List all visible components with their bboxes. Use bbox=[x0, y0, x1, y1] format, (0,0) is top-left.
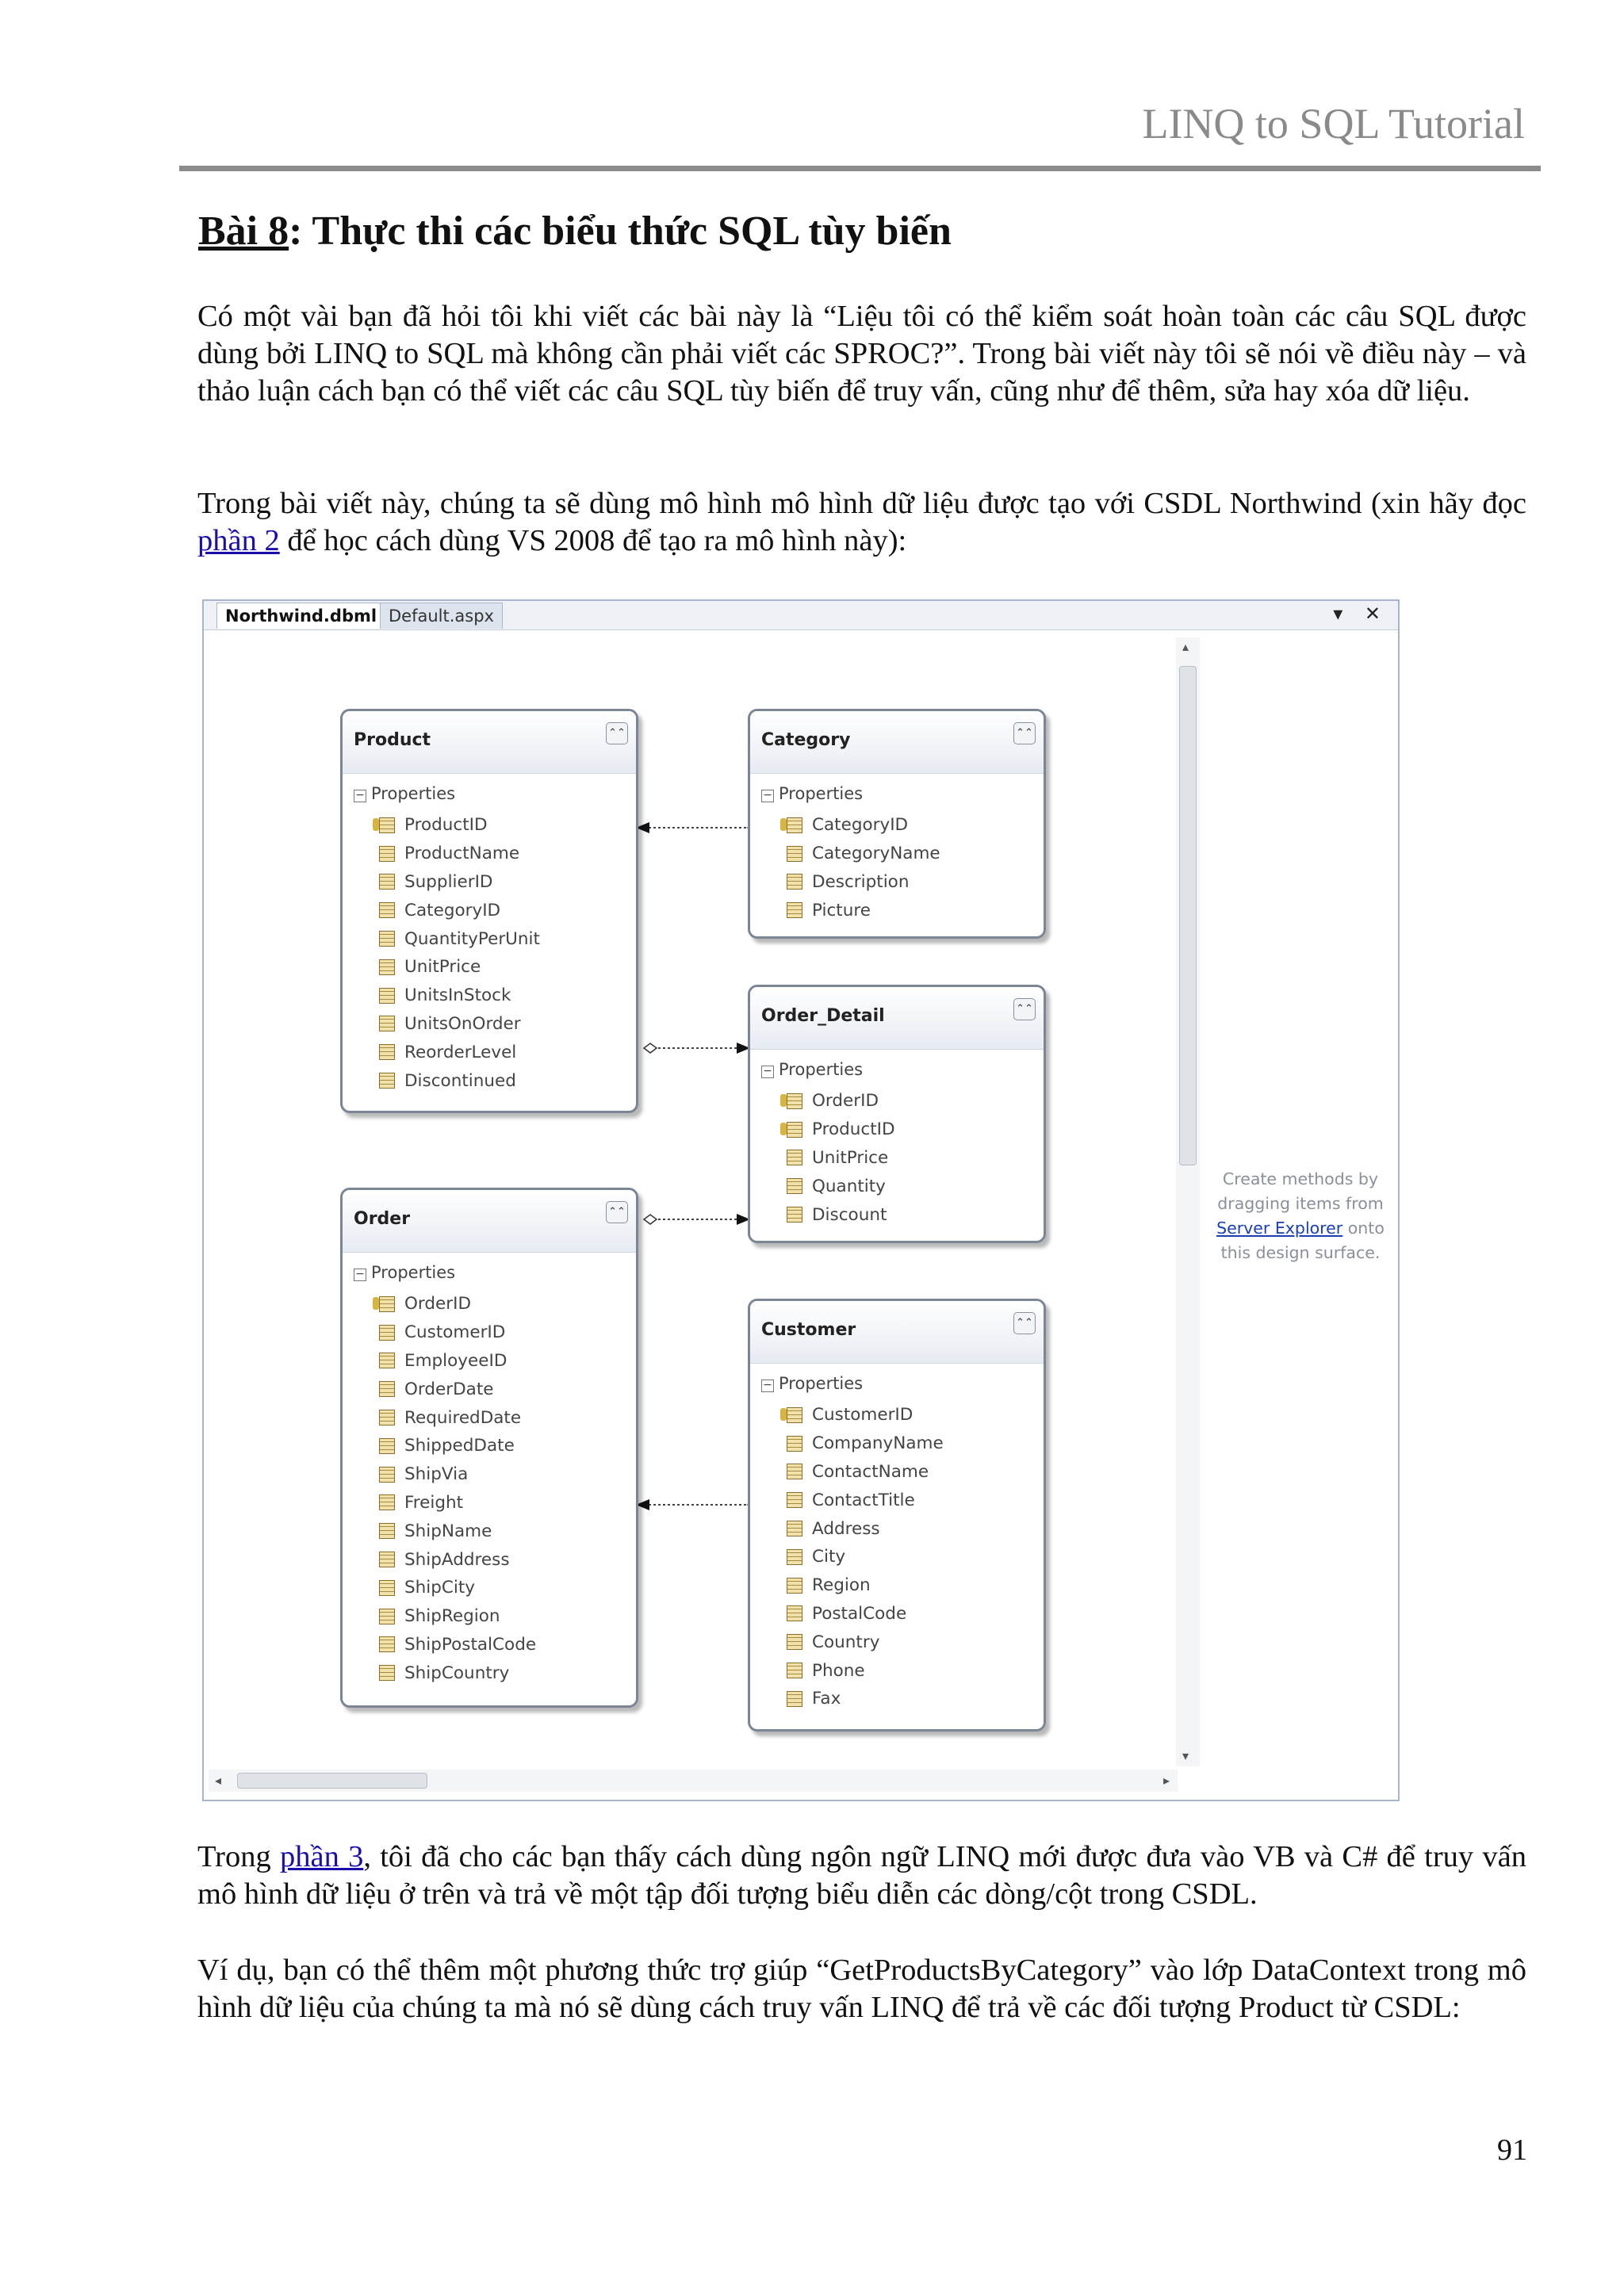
entity-field[interactable] bbox=[374, 924, 540, 953]
field-name: Description bbox=[812, 871, 910, 892]
properties-header[interactable] bbox=[761, 1060, 863, 1079]
entity-order[interactable] bbox=[340, 1188, 638, 1708]
field-name: ShippedDate bbox=[404, 1436, 515, 1456]
entity-field[interactable] bbox=[782, 1514, 944, 1543]
column-icon bbox=[782, 901, 802, 919]
entity-field[interactable] bbox=[782, 1200, 895, 1229]
entity-field[interactable] bbox=[782, 1115, 895, 1144]
scroll-right-icon[interactable]: ▸ bbox=[1162, 1773, 1170, 1788]
field-name: ReorderLevel bbox=[404, 1042, 517, 1062]
column-icon bbox=[782, 1463, 802, 1480]
field-name: ProductID bbox=[812, 1119, 895, 1140]
entity-field[interactable] bbox=[782, 811, 940, 840]
field-name: ShipRegion bbox=[404, 1606, 500, 1627]
entity-field[interactable] bbox=[374, 1347, 536, 1376]
link-part-2[interactable]: phần 2 bbox=[197, 524, 280, 557]
field-name: CustomerID bbox=[812, 1405, 914, 1425]
minus-box-icon[interactable]: − bbox=[761, 1066, 774, 1078]
entity-field[interactable] bbox=[374, 1375, 536, 1403]
entity-field[interactable] bbox=[782, 1458, 944, 1487]
entity-field[interactable] bbox=[374, 840, 540, 868]
page-title bbox=[198, 208, 952, 254]
collapse-icon[interactable]: ⌃⌃ bbox=[606, 1201, 628, 1223]
header-rule bbox=[179, 166, 1541, 171]
primary-key-column-icon bbox=[782, 1093, 802, 1110]
column-icon bbox=[782, 1605, 802, 1622]
vertical-scrollbar[interactable] bbox=[1176, 637, 1200, 1766]
field-name: ProductID bbox=[404, 815, 488, 836]
column-icon bbox=[374, 1664, 395, 1682]
minus-box-icon[interactable]: − bbox=[354, 1269, 366, 1281]
column-icon bbox=[374, 1466, 395, 1483]
entity-field[interactable] bbox=[374, 1010, 540, 1039]
properties-label: Properties bbox=[779, 1060, 864, 1079]
column-icon bbox=[782, 1520, 802, 1537]
link-part-3[interactable]: phần 3 bbox=[279, 1840, 364, 1873]
field-name: CustomerID bbox=[404, 1322, 506, 1343]
dbml-designer-window bbox=[202, 599, 1400, 1801]
entity-field[interactable] bbox=[374, 1432, 536, 1460]
column-icon bbox=[374, 1437, 395, 1455]
column-icon bbox=[374, 1522, 395, 1540]
running-title: LINQ to SQL Tutorial bbox=[1142, 100, 1525, 147]
field-name: UnitPrice bbox=[812, 1147, 889, 1168]
hint-text: Create methods by dragging items from bbox=[1217, 1169, 1384, 1213]
column-icon bbox=[374, 1380, 395, 1398]
minus-box-icon[interactable]: − bbox=[354, 790, 366, 802]
column-icon bbox=[782, 1491, 802, 1509]
field-name: City bbox=[812, 1547, 846, 1567]
server-explorer-link[interactable]: Server Explorer bbox=[1216, 1219, 1343, 1238]
field-name: SupplierID bbox=[404, 871, 493, 892]
entity-order-detail[interactable] bbox=[748, 985, 1046, 1243]
field-name: Region bbox=[812, 1575, 871, 1596]
properties-label: Properties bbox=[779, 784, 864, 803]
entity-field[interactable] bbox=[374, 1489, 536, 1517]
field-name: ProductName bbox=[404, 844, 520, 864]
column-icon bbox=[782, 1633, 802, 1651]
entity-field[interactable] bbox=[374, 953, 540, 982]
field-name: QuantityPerUnit bbox=[404, 928, 540, 949]
entity-header bbox=[750, 711, 1044, 774]
entity-field[interactable] bbox=[374, 868, 540, 897]
field-name: OrderDate bbox=[404, 1379, 494, 1399]
field-name: ContactName bbox=[812, 1461, 929, 1482]
properties-label: Properties bbox=[779, 1374, 864, 1393]
field-name: OrderID bbox=[404, 1294, 471, 1314]
column-icon bbox=[782, 1435, 802, 1452]
entity-field[interactable] bbox=[782, 1685, 944, 1713]
field-name: UnitsOnOrder bbox=[404, 1013, 521, 1034]
entity-field[interactable] bbox=[782, 1486, 944, 1514]
entity-header bbox=[343, 1190, 636, 1253]
field-name: PostalCode bbox=[812, 1603, 907, 1624]
entity-field[interactable] bbox=[374, 1290, 536, 1318]
field-name: Country bbox=[812, 1632, 880, 1652]
entity-field[interactable] bbox=[782, 1144, 895, 1173]
title-text: : Thực thi các biểu thức SQL tùy biến bbox=[289, 209, 952, 254]
entity-header bbox=[750, 1301, 1044, 1364]
field-name: Discontinued bbox=[404, 1070, 516, 1091]
tab-northwind-dbml[interactable]: Northwind.dbml bbox=[216, 603, 385, 629]
column-icon bbox=[374, 987, 395, 1004]
entity-field[interactable] bbox=[782, 1628, 944, 1656]
entity-header bbox=[343, 711, 636, 774]
entity-field[interactable] bbox=[374, 1403, 536, 1432]
column-icon bbox=[374, 1608, 395, 1625]
entity-field[interactable] bbox=[374, 1038, 540, 1066]
entity-name: Order bbox=[354, 1209, 411, 1229]
column-icon bbox=[374, 1043, 395, 1061]
designer-hint bbox=[1209, 1167, 1392, 1265]
diamond bbox=[644, 1043, 657, 1053]
hint-text: onto this design surface. bbox=[1220, 1219, 1385, 1262]
field-list bbox=[374, 1290, 536, 1687]
field-list bbox=[782, 1087, 895, 1229]
column-icon bbox=[374, 1352, 395, 1369]
tab-window-controls[interactable]: ▾ ✕ bbox=[1333, 603, 1388, 625]
paragraph-text: Trong bbox=[197, 1840, 280, 1873]
paragraph-example: Ví dụ, bạn có thể thêm một phương thức trợ giúp “GetProductsByCategory” vào lớp DataContext trong mô hình dữ liệu của chúng ta mà nó sẽ dùng cách truy vấn LINQ để trả về các đối tượng Product từ CSDL: bbox=[197, 1954, 1526, 2024]
horizontal-scroll-thumb[interactable] bbox=[237, 1773, 427, 1789]
properties-header[interactable] bbox=[354, 784, 455, 803]
paragraph-linq bbox=[197, 1839, 1526, 1913]
field-name: CategoryID bbox=[404, 900, 501, 920]
field-name: Address bbox=[812, 1518, 880, 1539]
entity-customer[interactable] bbox=[748, 1299, 1046, 1732]
column-icon bbox=[782, 1662, 802, 1679]
scroll-down-icon[interactable]: ▾ bbox=[1182, 1748, 1189, 1763]
field-name: UnitsInStock bbox=[404, 985, 511, 1006]
collapse-icon[interactable]: ⌃⌃ bbox=[1013, 722, 1036, 744]
scroll-left-icon[interactable]: ◂ bbox=[215, 1773, 222, 1788]
entity-field[interactable] bbox=[374, 1602, 536, 1631]
properties-header[interactable] bbox=[761, 1374, 863, 1393]
field-list bbox=[782, 811, 940, 924]
field-name: ShipName bbox=[404, 1521, 492, 1541]
entity-name: Product bbox=[354, 730, 431, 750]
paragraph-text: , tôi đã cho các bạn thấy cách dùng ngôn ngữ LINQ mới được đưa vào VB và C# để truy vấn mô hình dữ liệu ở trên và trả về một tập đối tượng biểu diễn các dòng/cột trong CSDL. bbox=[197, 1840, 1526, 1911]
field-name: Discount bbox=[812, 1204, 887, 1225]
primary-key-column-icon bbox=[374, 1295, 395, 1313]
entity-field[interactable] bbox=[782, 1087, 895, 1115]
field-name: ShipCountry bbox=[404, 1663, 510, 1683]
properties-label: Properties bbox=[371, 784, 456, 803]
entity-name: Category bbox=[761, 730, 851, 750]
entity-field[interactable] bbox=[374, 811, 540, 840]
entity-field[interactable] bbox=[782, 1571, 944, 1600]
entity-header bbox=[750, 987, 1044, 1050]
scroll-up-icon[interactable]: ▴ bbox=[1182, 639, 1189, 654]
column-icon bbox=[374, 1494, 395, 1511]
minus-box-icon[interactable]: − bbox=[761, 790, 774, 802]
field-name: EmployeeID bbox=[404, 1350, 508, 1371]
paragraph-intro: Có một vài bạn đã hỏi tôi khi viết các bài này là “Liệu tôi có thể kiểm soát hoàn toàn các câu SQL được dùng bởi LINQ to SQL mà không cần phải viết các SPROC?”. Trong bài viết này tôi sẽ nói về điều này – và thảo luận cách bạn có thể viết các câu SQL tùy biến để truy vấn, cũng như để thêm, sửa hay xóa dữ liệu. bbox=[197, 300, 1526, 408]
column-icon bbox=[782, 1177, 802, 1195]
column-icon bbox=[374, 1015, 395, 1032]
collapse-icon[interactable]: ⌃⌃ bbox=[606, 722, 628, 744]
primary-key-column-icon bbox=[782, 1121, 802, 1138]
field-name: ShipPostalCode bbox=[404, 1634, 537, 1655]
column-icon bbox=[374, 959, 395, 976]
field-name: Freight bbox=[404, 1492, 464, 1513]
field-name: CompanyName bbox=[812, 1433, 944, 1454]
entity-field[interactable] bbox=[374, 1574, 536, 1602]
entity-field[interactable] bbox=[374, 1517, 536, 1545]
column-icon bbox=[374, 845, 395, 863]
properties-header[interactable] bbox=[761, 784, 863, 803]
field-name: Phone bbox=[812, 1660, 865, 1681]
vertical-scroll-thumb[interactable] bbox=[1179, 666, 1197, 1165]
column-icon bbox=[374, 1409, 395, 1426]
column-icon bbox=[782, 1149, 802, 1166]
field-name: ShipAddress bbox=[404, 1549, 510, 1570]
entity-field[interactable] bbox=[374, 1659, 536, 1687]
field-name: Quantity bbox=[812, 1176, 886, 1196]
entity-field[interactable] bbox=[782, 840, 940, 868]
field-name: OrderID bbox=[812, 1091, 879, 1112]
properties-label: Properties bbox=[371, 1263, 456, 1282]
entity-category[interactable] bbox=[748, 709, 1046, 939]
column-icon bbox=[374, 1579, 395, 1597]
entity-field[interactable] bbox=[782, 1600, 944, 1628]
entity-field[interactable] bbox=[374, 1460, 536, 1489]
column-icon bbox=[782, 873, 802, 890]
entity-field[interactable] bbox=[782, 1429, 944, 1458]
properties-header[interactable] bbox=[354, 1263, 455, 1282]
primary-key-column-icon bbox=[782, 817, 802, 834]
column-icon bbox=[374, 901, 395, 919]
entity-field[interactable] bbox=[782, 1543, 944, 1571]
field-name: ShipCity bbox=[404, 1578, 476, 1598]
entity-product[interactable] bbox=[340, 709, 638, 1113]
entity-field[interactable] bbox=[782, 1172, 895, 1200]
field-name: CategoryName bbox=[812, 844, 940, 864]
diamond bbox=[644, 1215, 657, 1224]
field-name: CategoryID bbox=[812, 815, 909, 836]
entity-name: Customer bbox=[761, 1320, 856, 1340]
title-part-label: Bài 8 bbox=[198, 209, 289, 254]
entity-field[interactable] bbox=[782, 868, 940, 897]
entity-field[interactable] bbox=[782, 1401, 944, 1429]
entity-name: Order_Detail bbox=[761, 1006, 885, 1026]
entity-field[interactable] bbox=[374, 1318, 536, 1347]
entity-field[interactable] bbox=[374, 1545, 536, 1574]
entity-field[interactable] bbox=[374, 896, 540, 924]
minus-box-icon[interactable]: − bbox=[761, 1380, 774, 1392]
field-name: ShipVia bbox=[404, 1464, 469, 1485]
entity-field[interactable] bbox=[374, 1631, 536, 1659]
field-name: Fax bbox=[812, 1689, 841, 1709]
field-name: RequiredDate bbox=[404, 1407, 522, 1428]
field-name: ContactTitle bbox=[812, 1490, 915, 1510]
paragraph-text: để học cách dùng VS 2008 để tạo ra mô hình này): bbox=[279, 524, 907, 557]
paragraph-text: Trong bài viết này, chúng ta sẽ dùng mô hình mô hình dữ liệu được tạo với CSDL Northwind (xin hãy đọc bbox=[197, 487, 1526, 520]
field-list bbox=[782, 1401, 944, 1713]
column-icon bbox=[782, 1577, 802, 1594]
column-icon bbox=[374, 1636, 395, 1653]
horizontal-scrollbar[interactable] bbox=[209, 1770, 1178, 1792]
page-number: 91 bbox=[1497, 2133, 1527, 2167]
column-icon bbox=[782, 1548, 802, 1566]
column-icon bbox=[782, 845, 802, 863]
column-icon bbox=[782, 1690, 802, 1708]
entity-field[interactable] bbox=[374, 1066, 540, 1095]
collapse-icon[interactable]: ⌃⌃ bbox=[1013, 998, 1036, 1020]
collapse-icon[interactable]: ⌃⌃ bbox=[1013, 1312, 1036, 1334]
entity-field[interactable] bbox=[782, 1656, 944, 1685]
column-icon bbox=[374, 1324, 395, 1341]
tab-default-aspx[interactable]: Default.aspx bbox=[380, 603, 503, 629]
field-list bbox=[374, 811, 540, 1095]
paragraph-model bbox=[197, 485, 1526, 560]
column-icon bbox=[374, 930, 395, 947]
entity-field[interactable] bbox=[782, 896, 940, 924]
column-icon bbox=[374, 1072, 395, 1089]
entity-field[interactable] bbox=[374, 982, 540, 1010]
column-icon bbox=[782, 1206, 802, 1223]
primary-key-column-icon bbox=[782, 1406, 802, 1424]
column-icon bbox=[374, 1551, 395, 1568]
field-name: Picture bbox=[812, 900, 871, 920]
primary-key-column-icon bbox=[374, 817, 395, 834]
field-name: UnitPrice bbox=[404, 957, 481, 978]
column-icon bbox=[374, 873, 395, 890]
